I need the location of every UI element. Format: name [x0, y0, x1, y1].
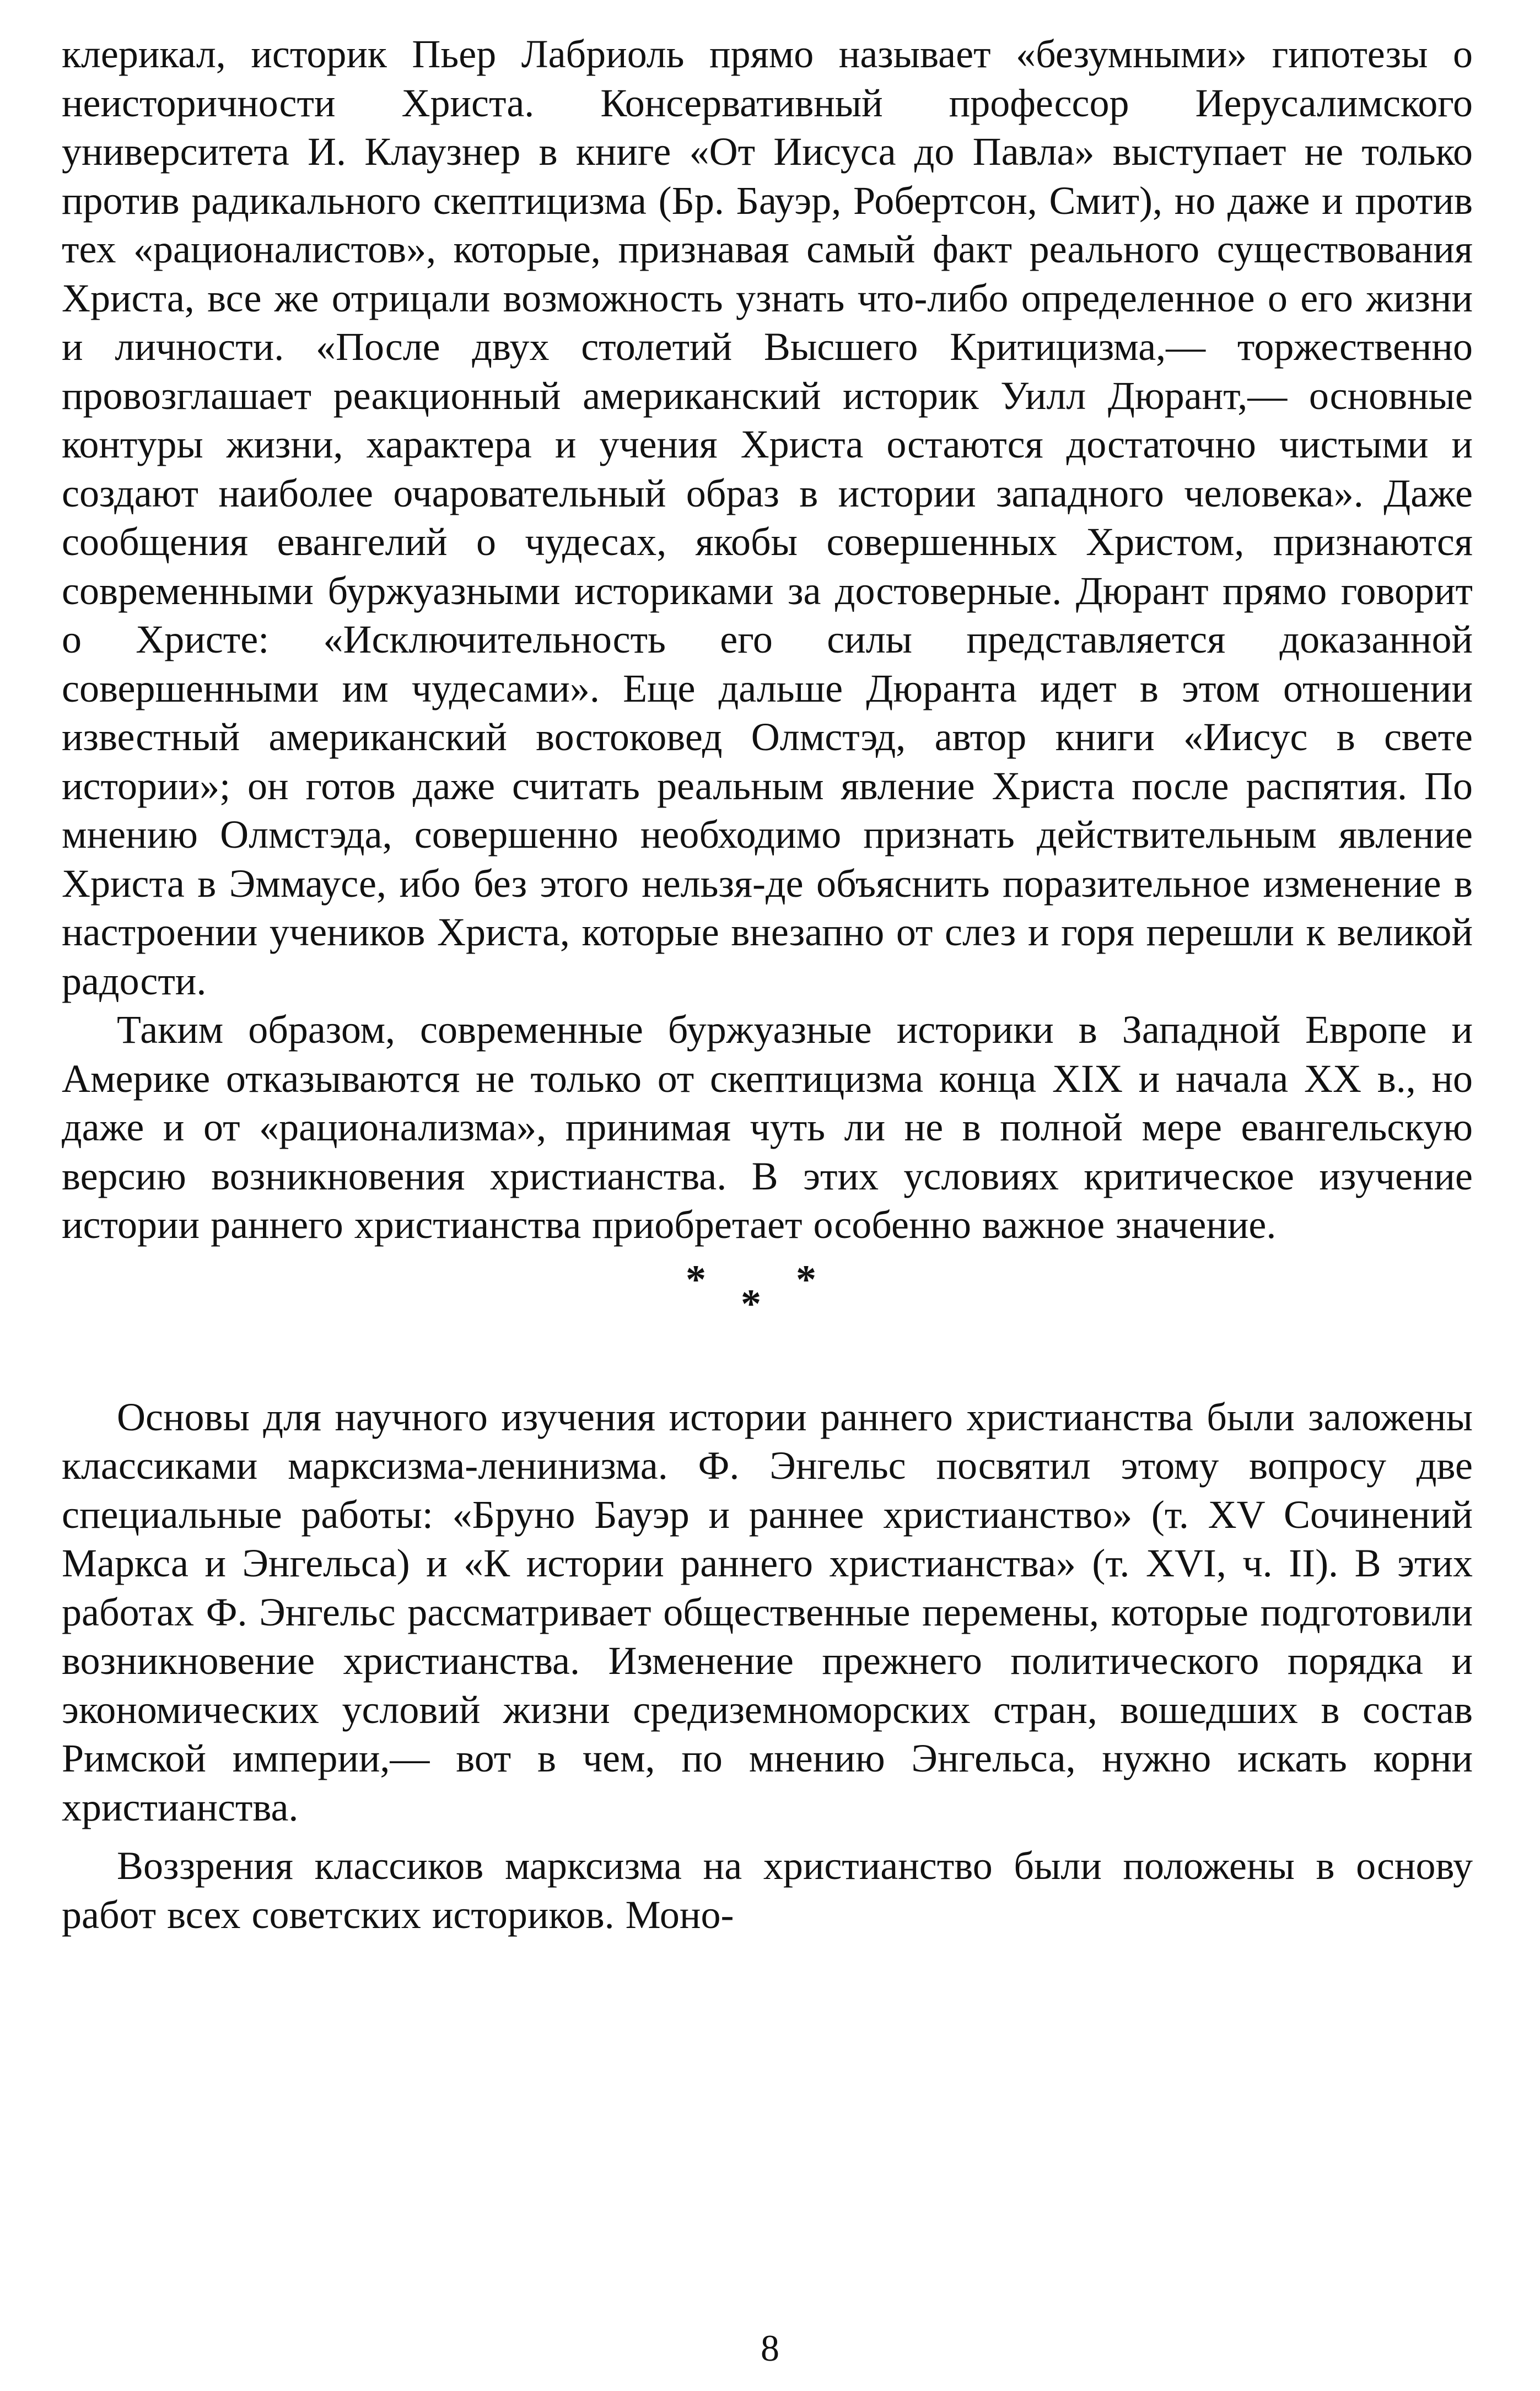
paragraph-conclusion: Таким образом, современные буржуазные историки в Западной Европе и Америке отказываются не только от скептицизма конца XIX и начала XX в., но даже и от «рационализма», принимая чуть ли не в полной мере евангельскую версию возникновения христианства. В этих условиях критическое изучение истории раннего христианства приобретает особенно важное значение.	[62, 1008, 1473, 1247]
paragraph-marxism-foundations: Основы для научного изучения истории раннего христианства были заложены классиками марксизма-ленинизма. Ф. Энгельс посвятил этому вопросу две специальные работы: «Бруно Бауэр и раннее христианство» (т. XV Сочинений Маркса и Энгельса) и «К истории раннего христианства» (т. XVI, ч. II). В этих работах Ф. Энгельс рассматривает общественные перемены, которые подготовили возникновение христианства. Изменение прежнего политического порядка и экономических условий жизни средиземноморских стран, вошедших в состав Римской империи,— вот в чем, по мнению Энгельса, нужно искать корни христианства.	[62, 1394, 1473, 1829]
asterisk-icon: *	[741, 1281, 761, 1327]
section-separator	[62, 1250, 1473, 1393]
paragraph-continuation: клерикал, историк Пьер Лабриоль прямо называет «безумными» гипотезы о неисторичности Христа. Консервативный профессор Иерусалимского университета И. Клаузнер в книге «От Иисуса до Павла» выступает не только против радикального скептицизма (Бр. Бауэр, Робертсон, Смит), но даже и против тех «рационалистов», которые, признавая самый факт реального существования Христа, все же отрицали возможность узнать что-либо определенное о его жизни и личности. «После двух столетий Высшего Критицизма,— торжественно провозглашает реакционный американский историк Уилл Дюрант,— основные контуры жизни, характера и учения Христа остаются достаточно чистыми и создают наиболее очаровательный образ в истории западного человека». Даже сообщения евангелий о чудесах, якобы совершенных Христом, признаются современными буржуазными историками за достоверные. Дюрант прямо говорит о Христе: «Исключительность его силы представляется доказанной совершенными им чудесами». Еще дальше Дюранта идет в этом отношении известный американский востоковед Олмстэд, автор книги «Иисус в свете истории»; он готов даже считать реальным явление Христа после распятия. По мнению Олмстэда, совершенно необходимо признать действительным явление Христа в Эммаусе, ибо без этого нельзя-де объяснить поразительное изменение в настроении учеников Христа, которые внезапно от слез и горя перешли к великой радости.	[62, 32, 1473, 1003]
page-number: 8	[761, 2327, 779, 2369]
paragraph-soviet-historians: Воззрения классиков марксизма на христианство были положены в основу работ всех советских историков. Моно-	[62, 1844, 1473, 1937]
asterisk-icon: *	[686, 1257, 706, 1302]
asterisk-icon: *	[796, 1257, 816, 1302]
book-page	[62, 30, 1473, 1939]
